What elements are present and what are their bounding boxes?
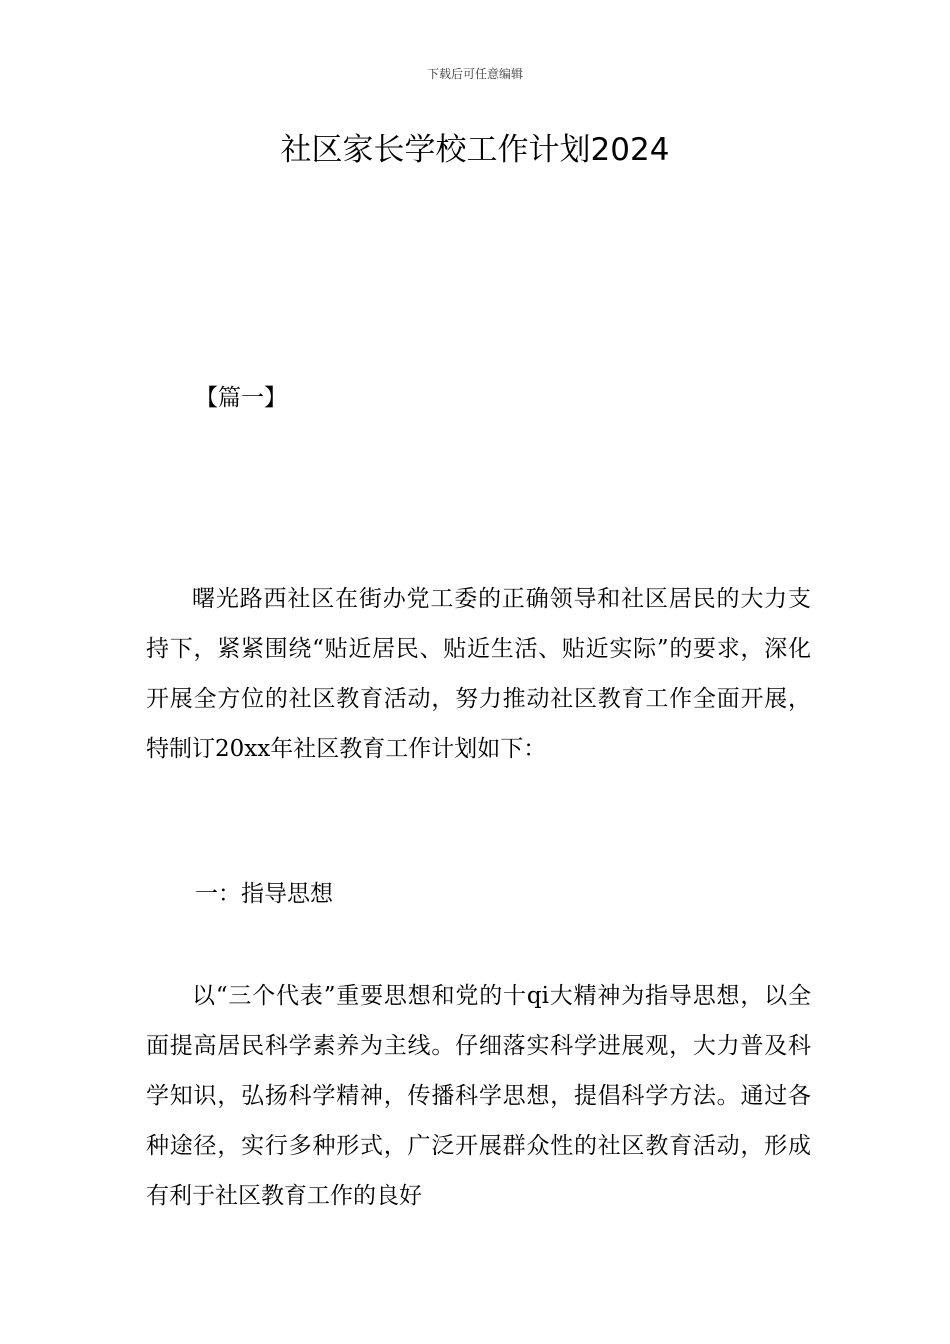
header-note: 下载后可任意编辑	[426, 67, 523, 81]
section-label: 【篇一】	[195, 385, 287, 411]
document-title: 社区家长学校工作计划2024	[280, 132, 670, 168]
paragraph-guiding-ideology: 以“三个代表”重要思想和党的十qi大精神为指导思想，以全面提高居民科学素养为主线。仔细落实科学进展观，大力普及科学知识，弘扬科学精神，传播科学思想，提倡科学方法。通过各种途径，实行多种形式，广泛开展群众性的社区教育活动，形成有利于社区教育工作的良好	[146, 983, 811, 1209]
heading-guiding-ideology: 一：指导思想	[195, 881, 333, 907]
paragraph-intro: 曙光路西社区在街办党工委的正确领导和社区居民的大力支持下，紧紧围绕“贴近居民、贴近生活、贴近实际”的要求，深化开展全方位的社区教育活动，努力推动社区教育工作全面开展，特制订20xx年社区教育工作计划如下：	[146, 586, 811, 762]
